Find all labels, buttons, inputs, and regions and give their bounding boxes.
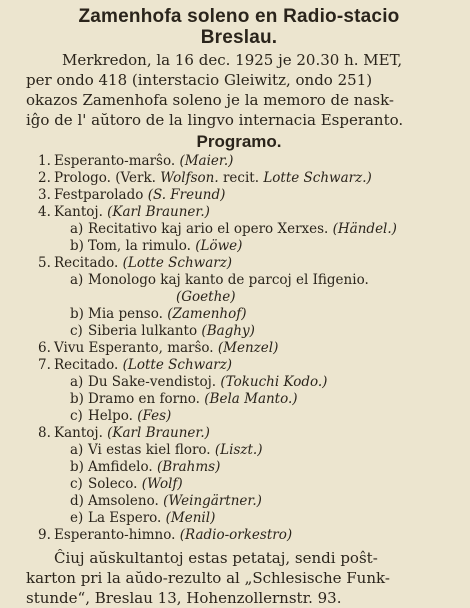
item-number: 3.: [38, 187, 51, 203]
intro-paragraph: [26, 50, 452, 130]
item-text: Recitado.: [54, 255, 119, 271]
item-credit: (Weingärtner.): [163, 493, 262, 509]
item-credit: (Karl Brauner.): [107, 204, 210, 220]
intro-line: okazos Zamenhofa soleno je la memoro de nask-: [26, 91, 394, 109]
program-list: [26, 153, 452, 544]
title-line-1: Zamenhofa soleno en Radio-stacio: [78, 6, 400, 27]
subitem-letter: b): [70, 459, 84, 475]
item-credit: (Brahms): [156, 459, 221, 475]
item-number: 4.: [38, 204, 51, 220]
article-title: [26, 6, 452, 48]
item-text: Vi estas kiel floro.: [88, 442, 211, 458]
item-credit: (Zamenhof): [167, 306, 247, 322]
subitem-letter: e): [70, 510, 84, 526]
item-credit: (Radio-orkestro): [179, 527, 293, 543]
item-credit: (Menil): [165, 510, 216, 526]
program-subitem: [26, 221, 452, 238]
item-text: Recitativo kaj ario el opero Xerxes.: [88, 221, 329, 237]
item-credit: (Karl Brauner.): [107, 425, 210, 441]
subitem-letter: a): [70, 272, 84, 288]
item-text: Monologo kaj kanto de parcoj el Ifigenio.: [88, 272, 369, 288]
program-item: [26, 527, 452, 544]
program-item: [26, 425, 452, 442]
item-text: Vivu Esperanto, marŝo.: [54, 340, 214, 356]
item-credit: (S. Freund): [147, 187, 226, 203]
item-number: 2.: [38, 170, 51, 186]
item-credit: (Goethe): [176, 289, 236, 305]
item-number: 8.: [38, 425, 51, 441]
item-text: Siberia lulkanto: [88, 323, 198, 339]
subitem-letter: b): [70, 238, 84, 254]
item-text: Dramo en forno.: [88, 391, 200, 407]
program-subitem: [26, 272, 452, 289]
item-number: 9.: [38, 527, 51, 543]
program-item: [26, 340, 452, 357]
item-credit: Lotte Schwarz.): [263, 170, 372, 186]
program-subitem: [26, 459, 452, 476]
item-credit: (Lotte Schwarz): [122, 357, 233, 373]
item-text: Prologo. (Verk.: [54, 170, 156, 186]
program-continuation: [26, 289, 452, 306]
item-text: Kantoj.: [54, 425, 103, 441]
program-item: [26, 357, 452, 374]
program-item: [26, 170, 452, 187]
program-item: [26, 204, 452, 221]
programo-heading: Programo.: [196, 132, 282, 151]
item-text: La Espero.: [88, 510, 162, 526]
subitem-letter: a): [70, 221, 84, 237]
subitem-letter: b): [70, 391, 84, 407]
item-text: Soleco.: [88, 476, 138, 492]
item-credit: (Händel.): [332, 221, 397, 237]
item-text: Festparolado: [54, 187, 144, 203]
program-item: [26, 187, 452, 204]
program-subitem: [26, 476, 452, 493]
intro-line: Merkredon, la 16 dec. 1925 je 20.30 h. MET,: [62, 51, 403, 69]
item-credit: (Lotte Schwarz): [122, 255, 233, 271]
item-number: 7.: [38, 357, 51, 373]
item-text: Du Sake-vendistoj.: [88, 374, 217, 390]
item-credit: (Menzel): [217, 340, 279, 356]
program-subitem: [26, 391, 452, 408]
subitem-letter: c): [70, 476, 83, 492]
item-credit: Wolfson.: [160, 170, 219, 186]
program-item: [26, 255, 452, 272]
item-text: Esperanto-himno.: [54, 527, 176, 543]
item-number: 5.: [38, 255, 51, 271]
program-subitem: [26, 493, 452, 510]
subitem-letter: b): [70, 306, 84, 322]
program-subitem: [26, 510, 452, 527]
outro-line: Ĉiuj aŭskultantoj estas petataj, sendi poŝt-: [54, 549, 378, 567]
item-text: Amfidelo.: [88, 459, 153, 475]
title-line-2: Breslau.: [200, 27, 278, 48]
item-credit: (Baghy): [201, 323, 255, 339]
subitem-letter: d): [70, 493, 84, 509]
program-subitem: [26, 442, 452, 459]
item-text: Mia penso.: [88, 306, 163, 322]
item-credit: (Löwe): [195, 238, 243, 254]
item-credit: (Wolf): [141, 476, 183, 492]
outro-line: stunde“, Breslau 13, Hohenzollernstr. 93.: [26, 589, 342, 607]
item-text: Amsoleno.: [88, 493, 159, 509]
intro-line: per ondo 418 (interstacio Gleiwitz, ondo 251): [26, 71, 373, 89]
program-subitem: [26, 323, 452, 340]
item-number: 1.: [38, 153, 51, 169]
outro-paragraph: [26, 548, 452, 608]
subitem-letter: c): [70, 323, 83, 339]
item-credit: (Maier.): [179, 153, 234, 169]
item-number: 6.: [38, 340, 51, 356]
program-item: [26, 153, 452, 170]
program-subitem: [26, 374, 452, 391]
item-credit: (Liszt.): [214, 442, 263, 458]
item-credit: (Tokuchi Kodo.): [220, 374, 328, 390]
subitem-letter: c): [70, 408, 83, 424]
item-text: Recitado.: [54, 357, 119, 373]
program-subitem: [26, 238, 452, 255]
program-subitem: [26, 408, 452, 425]
item-credit: (Bela Manto.): [204, 391, 298, 407]
subitem-letter: a): [70, 374, 84, 390]
item-text: Esperanto-marŝo.: [54, 153, 176, 169]
item-text: Helpo.: [88, 408, 133, 424]
intro-line: iĝo de l' aŭtoro de la lingvo internacia Esperanto.: [26, 111, 404, 129]
item-text: Tom, la rimulo.: [88, 238, 191, 254]
item-text: Kantoj.: [54, 204, 103, 220]
outro-line: karton pri la aŭdo-rezulto al „Schlesische Funk-: [26, 569, 390, 587]
item-credit: (Fes): [137, 408, 172, 424]
item-text: recit.: [222, 170, 260, 186]
program-subitem: [26, 306, 452, 323]
subitem-letter: a): [70, 442, 84, 458]
